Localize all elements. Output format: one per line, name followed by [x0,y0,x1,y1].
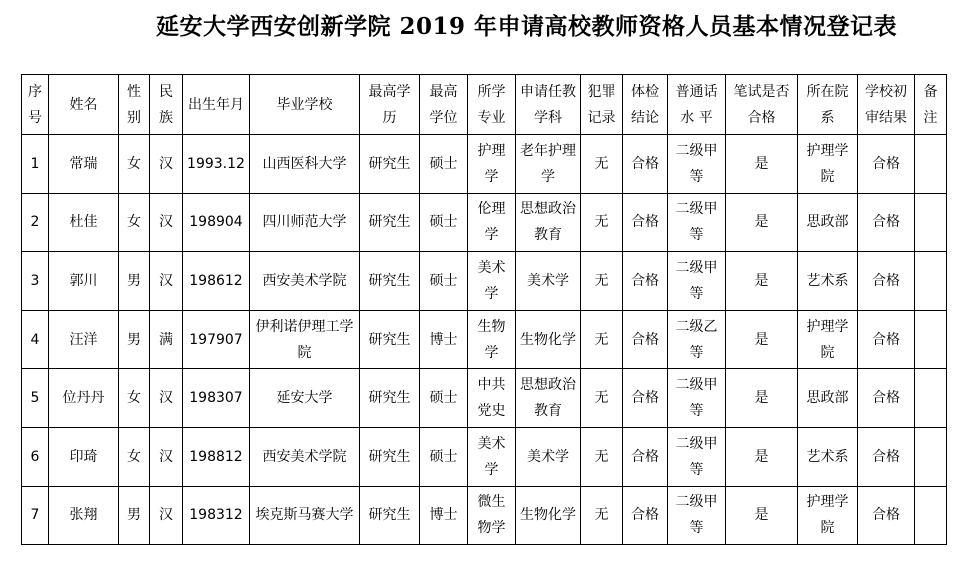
cell-remarks [915,486,947,545]
cell-degree: 硕士 [420,369,468,428]
cell-subject: 思想政治教育 [516,193,581,252]
cell-gender: 女 [119,427,150,486]
cell-education: 研究生 [360,193,420,252]
cell-name: 汪洋 [49,310,119,369]
cell-review: 合格 [858,369,915,428]
cell-health: 合格 [623,252,668,311]
cell-review: 合格 [858,486,915,545]
cell-birth: 198812 [183,427,250,486]
cell-index: 1 [22,135,49,194]
cell-remarks [915,135,947,194]
cell-ethnicity: 汉 [150,135,183,194]
cell-exam: 是 [726,369,798,428]
col-header-degree: 最高学位 [420,75,468,135]
cell-subject: 美术学 [516,427,581,486]
cell-remarks [915,427,947,486]
cell-health: 合格 [623,135,668,194]
cell-index: 7 [22,486,49,545]
cell-subject: 生物化学 [516,486,581,545]
cell-review: 合格 [858,135,915,194]
cell-major: 美术学 [468,427,516,486]
cell-ethnicity: 汉 [150,486,183,545]
cell-index: 2 [22,193,49,252]
cell-health: 合格 [623,427,668,486]
table-row [22,486,947,545]
cell-ethnicity: 汉 [150,369,183,428]
cell-mandarin: 二级甲等 [668,193,726,252]
cell-education: 研究生 [360,135,420,194]
cell-health: 合格 [623,369,668,428]
cell-major: 美术学 [468,252,516,311]
cell-review: 合格 [858,310,915,369]
cell-name: 常瑞 [49,135,119,194]
cell-exam: 是 [726,193,798,252]
col-header-subject: 申请任教学科 [516,75,581,135]
cell-degree: 博士 [420,310,468,369]
cell-school: 伊利诺伊理工学院 [250,310,360,369]
cell-name: 印琦 [49,427,119,486]
cell-department: 护理学院 [798,135,858,194]
cell-exam: 是 [726,310,798,369]
col-header-ethnicity: 民族 [150,75,183,135]
cell-major: 护理学 [468,135,516,194]
cell-mandarin: 二级甲等 [668,252,726,311]
cell-name: 张翔 [49,486,119,545]
table-row [22,427,947,486]
cell-health: 合格 [623,310,668,369]
cell-exam: 是 [726,252,798,311]
table-row [22,135,947,194]
cell-health: 合格 [623,486,668,545]
cell-department: 护理学院 [798,486,858,545]
cell-birth: 198612 [183,252,250,311]
col-header-remarks: 备注 [915,75,947,135]
cell-index: 3 [22,252,49,311]
cell-gender: 女 [119,135,150,194]
cell-degree: 硕士 [420,193,468,252]
cell-department: 艺术系 [798,252,858,311]
cell-subject: 美术学 [516,252,581,311]
col-header-school: 毕业学校 [250,75,360,135]
cell-ethnicity: 满 [150,310,183,369]
registration-table [21,74,947,545]
cell-mandarin: 二级甲等 [668,369,726,428]
cell-mandarin: 二级甲等 [668,486,726,545]
cell-birth: 198904 [183,193,250,252]
cell-ethnicity: 汉 [150,193,183,252]
cell-degree: 硕士 [420,427,468,486]
cell-remarks [915,369,947,428]
col-header-major: 所学专业 [468,75,516,135]
cell-index: 4 [22,310,49,369]
cell-department: 护理学院 [798,310,858,369]
table-row [22,369,947,428]
cell-department: 思政部 [798,369,858,428]
col-header-gender: 性别 [119,75,150,135]
col-header-education: 最高学历 [360,75,420,135]
cell-name: 位丹丹 [49,369,119,428]
cell-gender: 男 [119,310,150,369]
cell-degree: 硕士 [420,135,468,194]
cell-mandarin: 二级甲等 [668,135,726,194]
col-header-exam: 笔试是否合格 [726,75,798,135]
cell-major: 伦理学 [468,193,516,252]
cell-subject: 生物化学 [516,310,581,369]
cell-remarks [915,252,947,311]
cell-criminal: 无 [581,310,623,369]
cell-gender: 男 [119,252,150,311]
cell-birth: 197907 [183,310,250,369]
page-title: 延安大学西安创新学院 2019 年申请高校教师资格人员基本情况登记表 [155,13,898,40]
cell-criminal: 无 [581,135,623,194]
cell-exam: 是 [726,135,798,194]
cell-exam: 是 [726,486,798,545]
col-header-criminal: 犯罪记录 [581,75,623,135]
table-row [22,310,947,369]
cell-gender: 女 [119,193,150,252]
col-header-review: 学校初审结果 [858,75,915,135]
cell-criminal: 无 [581,252,623,311]
col-header-department: 所在院系 [798,75,858,135]
cell-review: 合格 [858,193,915,252]
cell-education: 研究生 [360,310,420,369]
cell-criminal: 无 [581,193,623,252]
cell-school: 山西医科大学 [250,135,360,194]
cell-ethnicity: 汉 [150,427,183,486]
cell-major: 微生物学 [468,486,516,545]
cell-remarks [915,193,947,252]
cell-gender: 女 [119,369,150,428]
cell-school: 西安美术学院 [250,252,360,311]
header-row [22,75,947,135]
cell-name: 杜佳 [49,193,119,252]
cell-remarks [915,310,947,369]
col-header-index: 序号 [22,75,49,135]
cell-index: 5 [22,369,49,428]
cell-subject: 思想政治教育 [516,369,581,428]
cell-criminal: 无 [581,369,623,428]
col-header-name: 姓名 [49,75,119,135]
cell-subject: 老年护理学 [516,135,581,194]
cell-mandarin: 二级乙等 [668,310,726,369]
cell-education: 研究生 [360,427,420,486]
cell-review: 合格 [858,252,915,311]
table-row [22,252,947,311]
cell-education: 研究生 [360,252,420,311]
table-row [22,193,947,252]
cell-birth: 198307 [183,369,250,428]
cell-criminal: 无 [581,427,623,486]
cell-degree: 博士 [420,486,468,545]
cell-education: 研究生 [360,486,420,545]
cell-school: 四川师范大学 [250,193,360,252]
cell-name: 郭川 [49,252,119,311]
col-header-health: 体检结论 [623,75,668,135]
cell-mandarin: 二级甲等 [668,427,726,486]
cell-criminal: 无 [581,486,623,545]
cell-gender: 男 [119,486,150,545]
cell-health: 合格 [623,193,668,252]
cell-exam: 是 [726,427,798,486]
cell-birth: 198312 [183,486,250,545]
cell-ethnicity: 汉 [150,252,183,311]
cell-department: 思政部 [798,193,858,252]
cell-school: 西安美术学院 [250,427,360,486]
cell-index: 6 [22,427,49,486]
cell-review: 合格 [858,427,915,486]
cell-education: 研究生 [360,369,420,428]
cell-department: 艺术系 [798,427,858,486]
cell-major: 中共党史 [468,369,516,428]
cell-school: 延安大学 [250,369,360,428]
cell-major: 生物学 [468,310,516,369]
cell-degree: 硕士 [420,252,468,311]
col-header-mandarin: 普通话水 平 [668,75,726,135]
cell-school: 埃克斯马赛大学 [250,486,360,545]
cell-birth: 1993.12 [183,135,250,194]
col-header-birth: 出生年月 [183,75,250,135]
